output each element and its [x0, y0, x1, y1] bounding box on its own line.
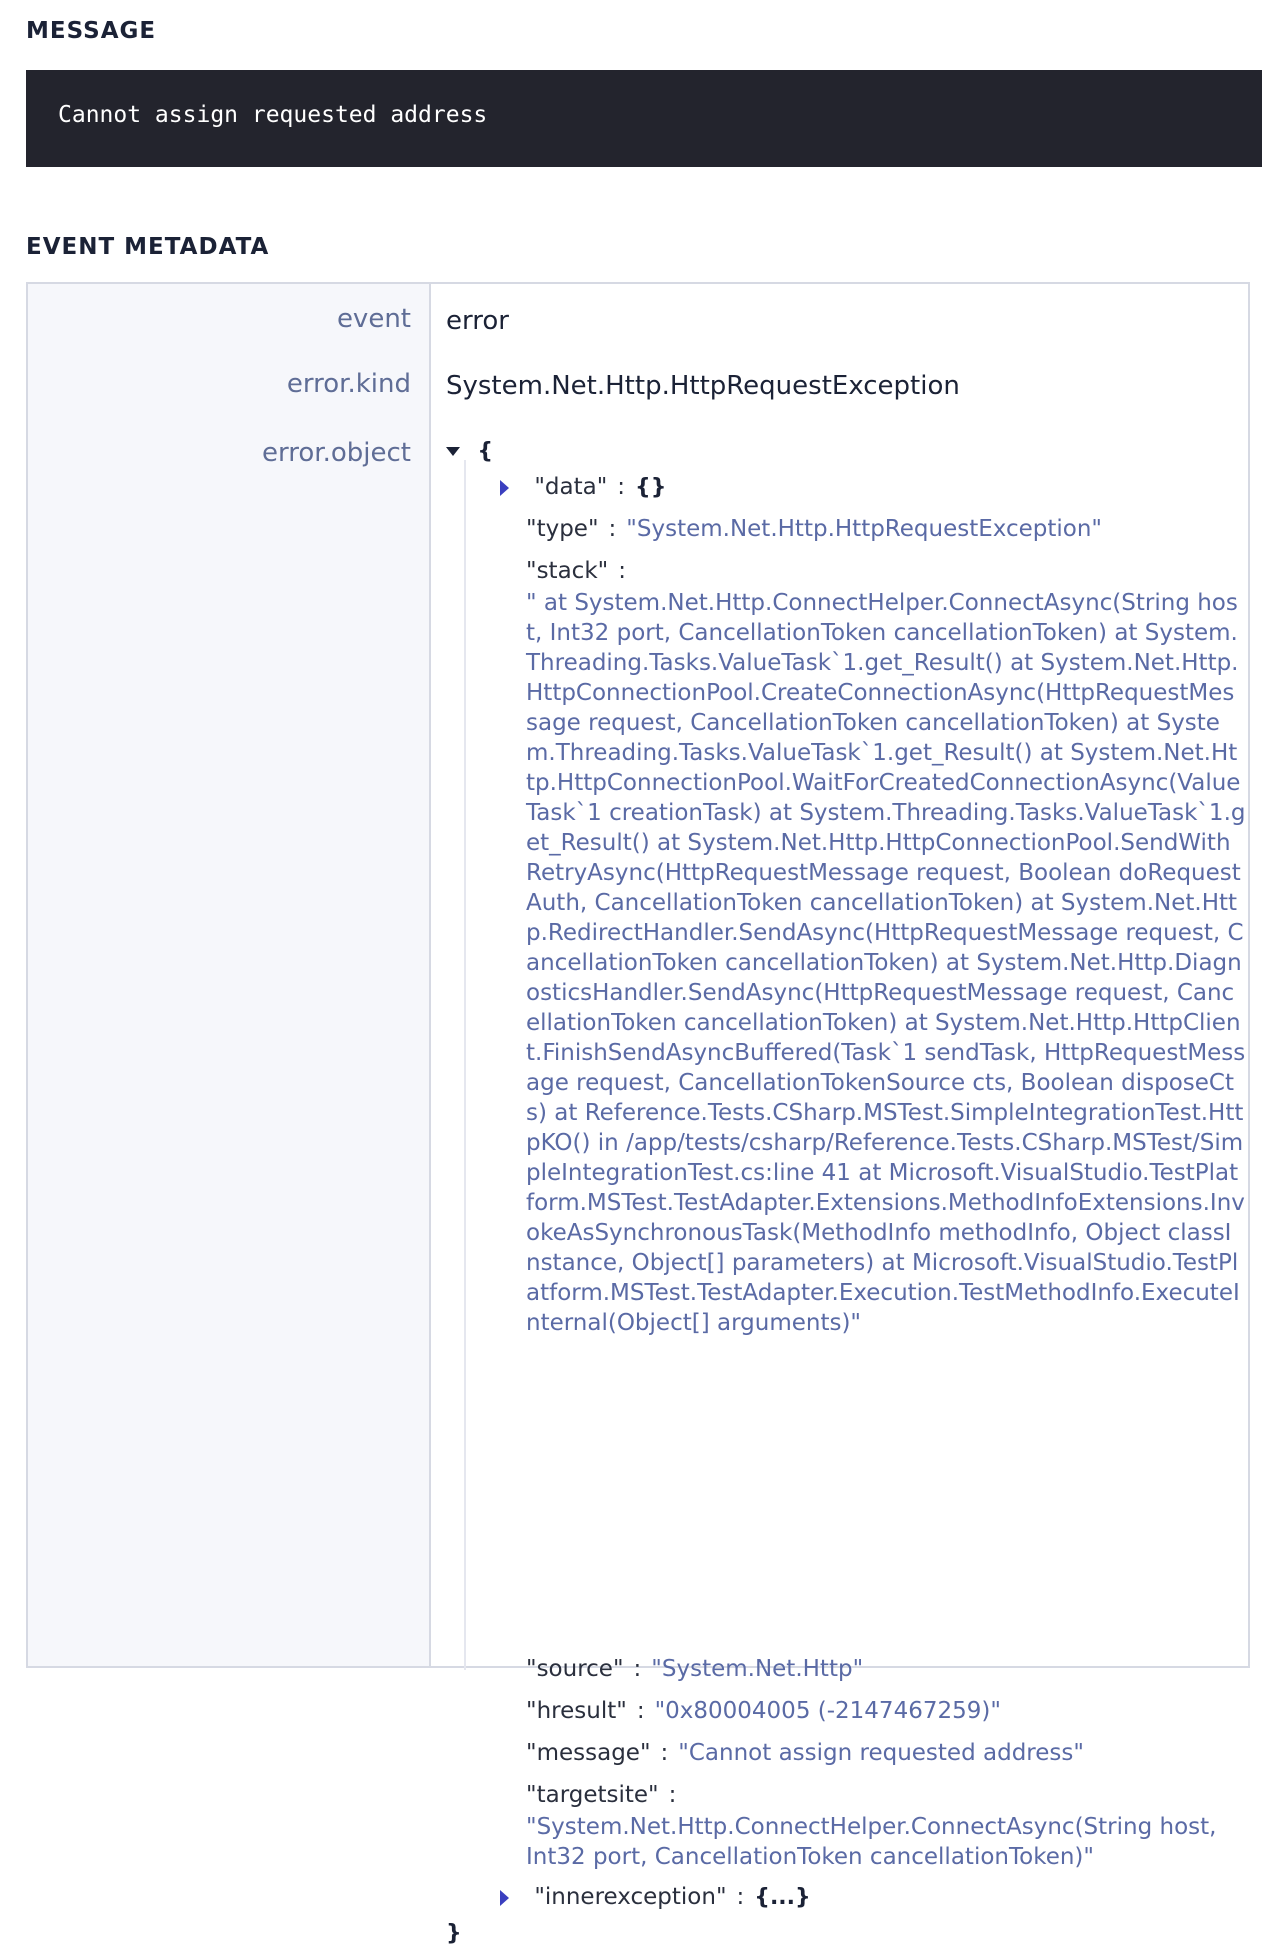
value-message: "Cannot assign requested address"	[678, 1740, 1084, 1766]
open-brace: {	[477, 439, 493, 464]
value-targetsite: "System.Net.Http.ConnectHelper.ConnectAsync(String host, Int32 port, CancellationToken cancellationToken)"	[526, 1814, 1217, 1870]
event-metadata-title: EVENT METADATA	[26, 234, 270, 260]
colon: :	[660, 1740, 669, 1766]
metadata-value-error-kind: System.Net.Http.HttpRequestException	[446, 371, 960, 401]
key-stack: "stack"	[526, 558, 609, 584]
metadata-key-event: event	[336, 304, 411, 334]
colon: :	[608, 516, 617, 542]
event-metadata-table	[26, 282, 1250, 1946]
key-message: "message"	[526, 1740, 651, 1766]
tree-row-data[interactable]	[500, 474, 666, 500]
colon: :	[618, 558, 626, 584]
message-text: Cannot assign requested address	[58, 102, 488, 128]
key-hresult: "hresult"	[526, 1698, 627, 1724]
key-source: "source"	[526, 1656, 624, 1682]
tree-row-source	[526, 1656, 863, 1682]
metadata-value-event: error	[446, 306, 509, 336]
value-data: {}	[635, 475, 667, 500]
close-brace: }	[446, 1921, 462, 1946]
tree-row-type	[526, 516, 1102, 542]
tree-row-hresult	[526, 1698, 1001, 1724]
message-box	[26, 70, 1262, 167]
tree-row-innerexception[interactable]	[500, 1884, 811, 1910]
value-source: "System.Net.Http"	[651, 1656, 864, 1682]
tree-guide-line	[464, 460, 466, 1670]
metadata-key-error-kind: error.kind	[286, 369, 411, 399]
colon: :	[636, 1698, 645, 1724]
tree-row-message	[526, 1740, 1084, 1766]
value-hresult: "0x80004005 (-2147467259)"	[654, 1698, 1001, 1724]
tree-row-stack	[526, 558, 636, 584]
caret-right-icon[interactable]	[500, 480, 509, 496]
metadata-key-column	[28, 284, 431, 1666]
value-stack: " at System.Net.Http.ConnectHelper.ConnectAsync(String host, Int32 port, CancellationToken cancellationToken) at System.Threading.Tasks.ValueTask`1.get_Result() at System.Net.Http.HttpConnectionPool.CreateConnectionAsync(HttpRequestMessage request, CancellationToken cancellationToken) at System.Threading.Tasks.ValueTask`1.get_Result() at System.Net.Http.HttpConnectionPool.WaitForCreatedConnectionAsync(ValueTask`1 creationTask) at System.Threading.Tasks.ValueTask`1.get_Result() at System.Net.Http.HttpConnectionPool.SendWithRetryAsync(HttpRequestMessage request, Boolean doRequestAuth, CancellationToken cancellationToken) at System.Net.Http.RedirectHandler.SendAsync(HttpRequestMessage request, CancellationToken cancellationToken) at System.Net.Http.DiagnosticsHandler.SendAsync(HttpRequestMessage request, CancellationToken cancellationToken) at System.Net.Http.HttpClient.FinishSendAsyncBuffered(Task`1 sendTask, HttpRequestMessage request, CancellationTokenSource cts, Boolean disposeCts) at Reference.Tests.CSharp.MSTest.SimpleIntegrationTest.HttpKO() in /app/tests/csharp/Reference.Tests.CSharp.MSTest/SimpleIntegrationTest.cs:line 41 at Microsoft.VisualStudio.TestPlatform.MSTest.TestAdapter.Extensions.MethodInfoExtensions.InvokeAsSynchronousTask(MethodInfo methodInfo, Object classInstance, Object[] parameters) at Microsoft.VisualStudio.TestPlatform.MSTest.TestAdapter.Execution.TestMethodInfo.ExecuteInternal(Object[] arguments)"	[526, 590, 1246, 1336]
metadata-key-error-object: error.object	[262, 438, 411, 468]
key-innerexception: "innerexception"	[534, 1884, 727, 1910]
colon: :	[736, 1884, 745, 1910]
caret-right-icon[interactable]	[500, 1890, 509, 1906]
colon: :	[617, 474, 626, 500]
key-data: "data"	[534, 474, 608, 500]
key-targetsite: "targetsite"	[526, 1782, 659, 1808]
key-type: "type"	[526, 516, 599, 542]
colon: :	[668, 1782, 677, 1808]
tree-row-targetsite	[526, 1782, 686, 1808]
caret-down-icon[interactable]	[446, 447, 460, 456]
message-section-title: MESSAGE	[26, 18, 157, 44]
error-object-root[interactable]	[446, 438, 493, 464]
value-type: "System.Net.Http.HttpRequestException"	[626, 516, 1103, 542]
value-innerexception: {...}	[754, 1885, 811, 1910]
colon: :	[633, 1656, 642, 1682]
error-object-close	[446, 1920, 462, 1946]
